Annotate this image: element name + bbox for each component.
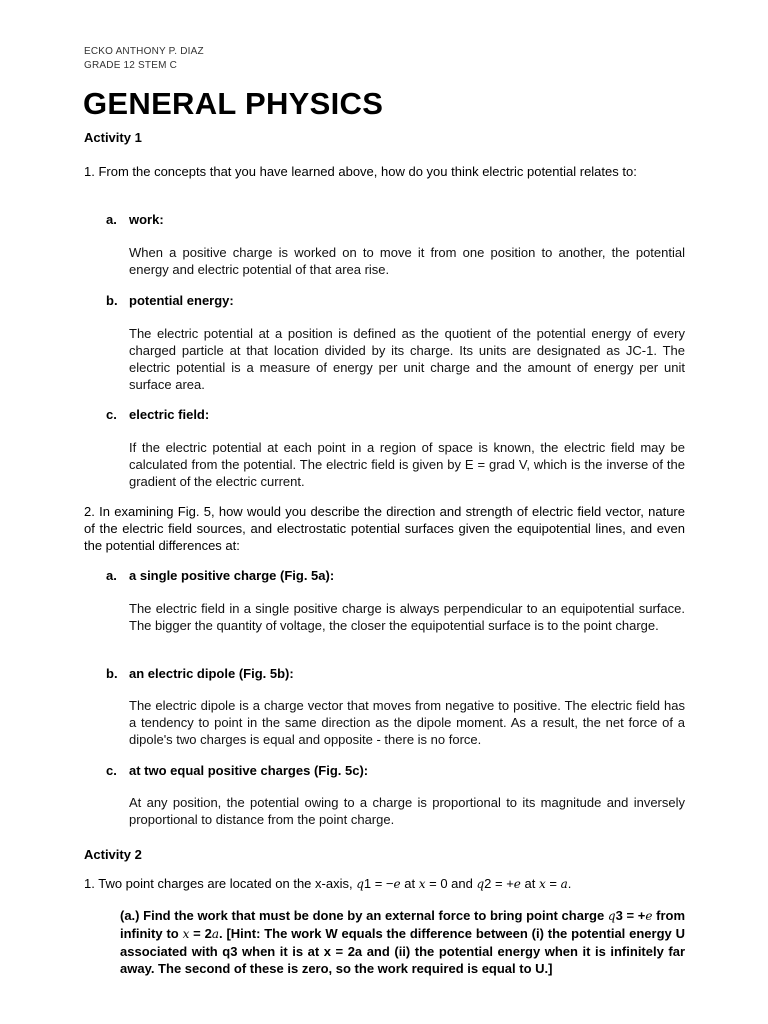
subquestion-letter: b. <box>106 666 118 681</box>
answer-2b: The electric dipole is a charge vector that moves from negative to positive. The electric field has a tendency to point in the same direction as the dipole moment. As a result, the net force of a dipole's two charges is equal and opposite - there is no force. <box>129 698 685 747</box>
activity-2-part-a: (a.) Find the work that must be done by an external force to bring point charge q3 = +e from infinity to x = 2a. [Hint: The work W equals the difference between (i) the potential energy U associated with q3 when it is at x = 2a and (ii) the potential energy when it is infinitely far away. The second of these is zero, so the work required is equal to U.] <box>120 908 686 976</box>
subquestion-letter: a. <box>106 568 117 583</box>
subquestion-letter: b. <box>106 293 118 308</box>
subquestion-letter: a. <box>106 212 117 227</box>
subquestion-2a <box>106 568 334 583</box>
activity-2-heading: Activity 2 <box>84 847 142 862</box>
subquestion-label: electric field: <box>129 407 210 422</box>
activity-2-question-1: 1. Two point charges are located on the x-axis, q1 = −e at x = 0 and q2 = +e at x = a. <box>84 876 572 891</box>
subquestion-2c <box>106 763 368 778</box>
subquestion-label: at two equal positive charges (Fig. 5c): <box>129 763 369 778</box>
subquestion-1b <box>106 293 234 308</box>
student-grade: GRADE 12 STEM C <box>84 60 178 71</box>
answer-2a: The electric field in a single positive charge is always perpendicular to an equipotential surface. The bigger the quantity of voltage, the closer the equipotential surface is to the point charge. <box>129 601 685 633</box>
subquestion-label: work: <box>129 212 164 227</box>
subquestion-letter: c. <box>106 763 117 778</box>
activity-1-question-2: 2. In examining Fig. 5, how would you describe the direction and strength of electric field vector, nature of the electric field sources, and electrostatic potential surfaces given the equipotential lines, and even the potential differences at: <box>84 504 685 553</box>
answer-1a: When a positive charge is worked on to move it from one position to another, the potential energy and electric potential of that area rise. <box>129 245 685 277</box>
answer-2c: At any position, the potential owing to a charge is proportional to its magnitude and inversely proportional to distance from the point charge. <box>129 795 685 827</box>
subquestion-2b <box>106 666 294 681</box>
activity-1-heading: Activity 1 <box>84 130 142 145</box>
answer-1c: If the electric potential at each point in a region of space is known, the electric field may be calculated from the potential. The electric field is given by E = grad V, which is the inverse of the gradient of the electric current. <box>129 440 685 489</box>
subquestion-1a <box>106 212 164 227</box>
subquestion-label: a single positive charge (Fig. 5a): <box>129 568 335 583</box>
subquestion-label: an electric dipole (Fig. 5b): <box>129 666 294 681</box>
subquestion-1c <box>106 407 209 422</box>
subquestion-letter: c. <box>106 407 117 422</box>
activity-1-question-1: 1. From the concepts that you have learned above, how do you think electric potential relates to: <box>84 164 637 179</box>
student-name: ECKO ANTHONY P. DIAZ <box>84 46 204 57</box>
document-title: GENERAL PHYSICS <box>83 86 384 121</box>
answer-1b: The electric potential at a position is defined as the quotient of the potential energy of every charged particle at that location divided by its charge. Its units are designated as JC-1. The electric potential is a measure of energy per unit charge and the amount of energy per unit surface area. <box>129 326 685 392</box>
subquestion-label: potential energy: <box>129 293 234 308</box>
